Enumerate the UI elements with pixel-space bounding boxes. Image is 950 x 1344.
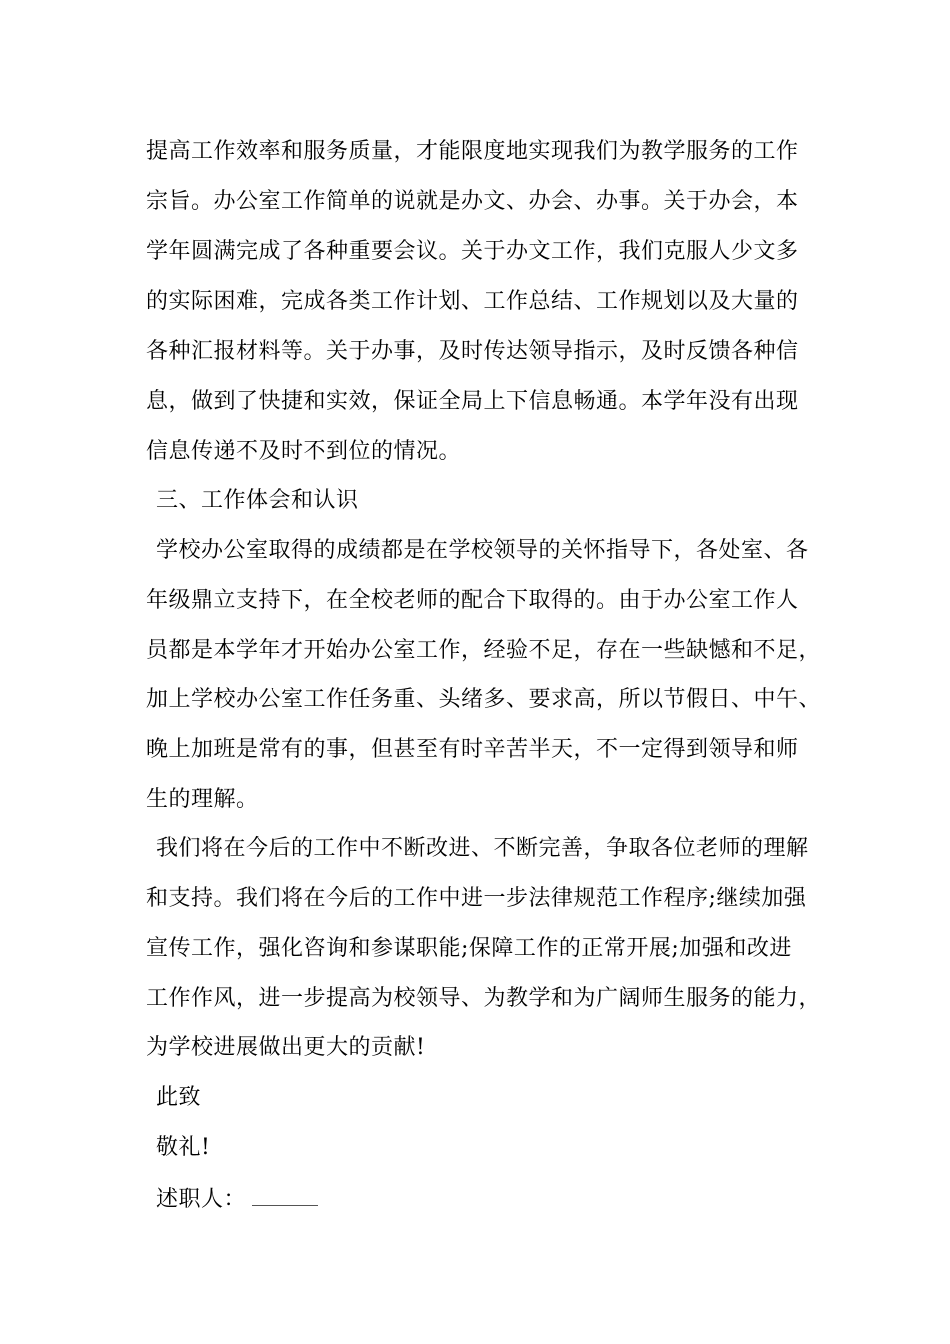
body-text-line: 工作作风，进一步提高为校领导、为教学和为广阔师生服务的能力， bbox=[146, 986, 822, 1011]
body-text-line: 年级鼎立支持下，在全校老师的配合下取得的。由于办公室工作人 bbox=[146, 588, 799, 613]
body-text-line: 的实际困难，完成各类工作计划、工作总结、工作规划以及大量的 bbox=[146, 289, 799, 314]
body-text-line: 宗旨。办公室工作简单的说就是办文、办会、办事。关于办会，本 bbox=[146, 189, 799, 214]
body-text-line: 息，做到了快捷和实效，保证全局上下信息畅通。本学年没有出现 bbox=[146, 389, 799, 414]
signature-blank bbox=[252, 1183, 318, 1206]
section-heading: 三、工作体会和认识 bbox=[156, 488, 359, 513]
body-text-line: 信息传递不及时不到位的情况。 bbox=[146, 439, 462, 464]
body-text-line: 宣传工作，强化咨询和参谋职能;保障工作的正常开展;加强和改进 bbox=[146, 936, 792, 961]
closing-regards: 敬礼! bbox=[156, 1135, 211, 1160]
body-text-line: 各种汇报材料等。关于办事，及时传达领导指示，及时反馈各种信 bbox=[146, 339, 799, 364]
body-text-line: 学校办公室取得的成绩都是在学校领导的关怀指导下，各处室、各 bbox=[156, 538, 809, 563]
body-text-line: 生的理解。 bbox=[146, 787, 259, 812]
closing-salutation: 此致 bbox=[156, 1085, 202, 1110]
body-text-line: 加上学校办公室工作任务重、头绪多、要求高，所以节假日、中午、 bbox=[146, 687, 822, 712]
signature-line bbox=[156, 1183, 318, 1215]
signature-label: 述职人： bbox=[156, 1187, 247, 1212]
body-text-line: 为学校进展做出更大的贡献! bbox=[146, 1035, 426, 1060]
body-text-line: 学年圆满完成了各种重要会议。关于办文工作，我们克服人少文多 bbox=[146, 239, 799, 264]
body-text-line: 和支持。我们将在今后的工作中进一步法律规范工作程序;继续加强 bbox=[146, 886, 807, 911]
body-text-line: 我们将在今后的工作中不断改进、不断完善，争取各位老师的理解 bbox=[156, 836, 809, 861]
body-text-line: 晚上加班是常有的事，但甚至有时辛苦半天，不一定得到领导和师 bbox=[146, 737, 799, 762]
body-text-line: 员都是本学年才开始办公室工作，经验不足，存在一些缺憾和不足， bbox=[146, 638, 822, 663]
body-text-line: 提高工作效率和服务质量，才能限度地实现我们为教学服务的工作 bbox=[146, 139, 799, 164]
